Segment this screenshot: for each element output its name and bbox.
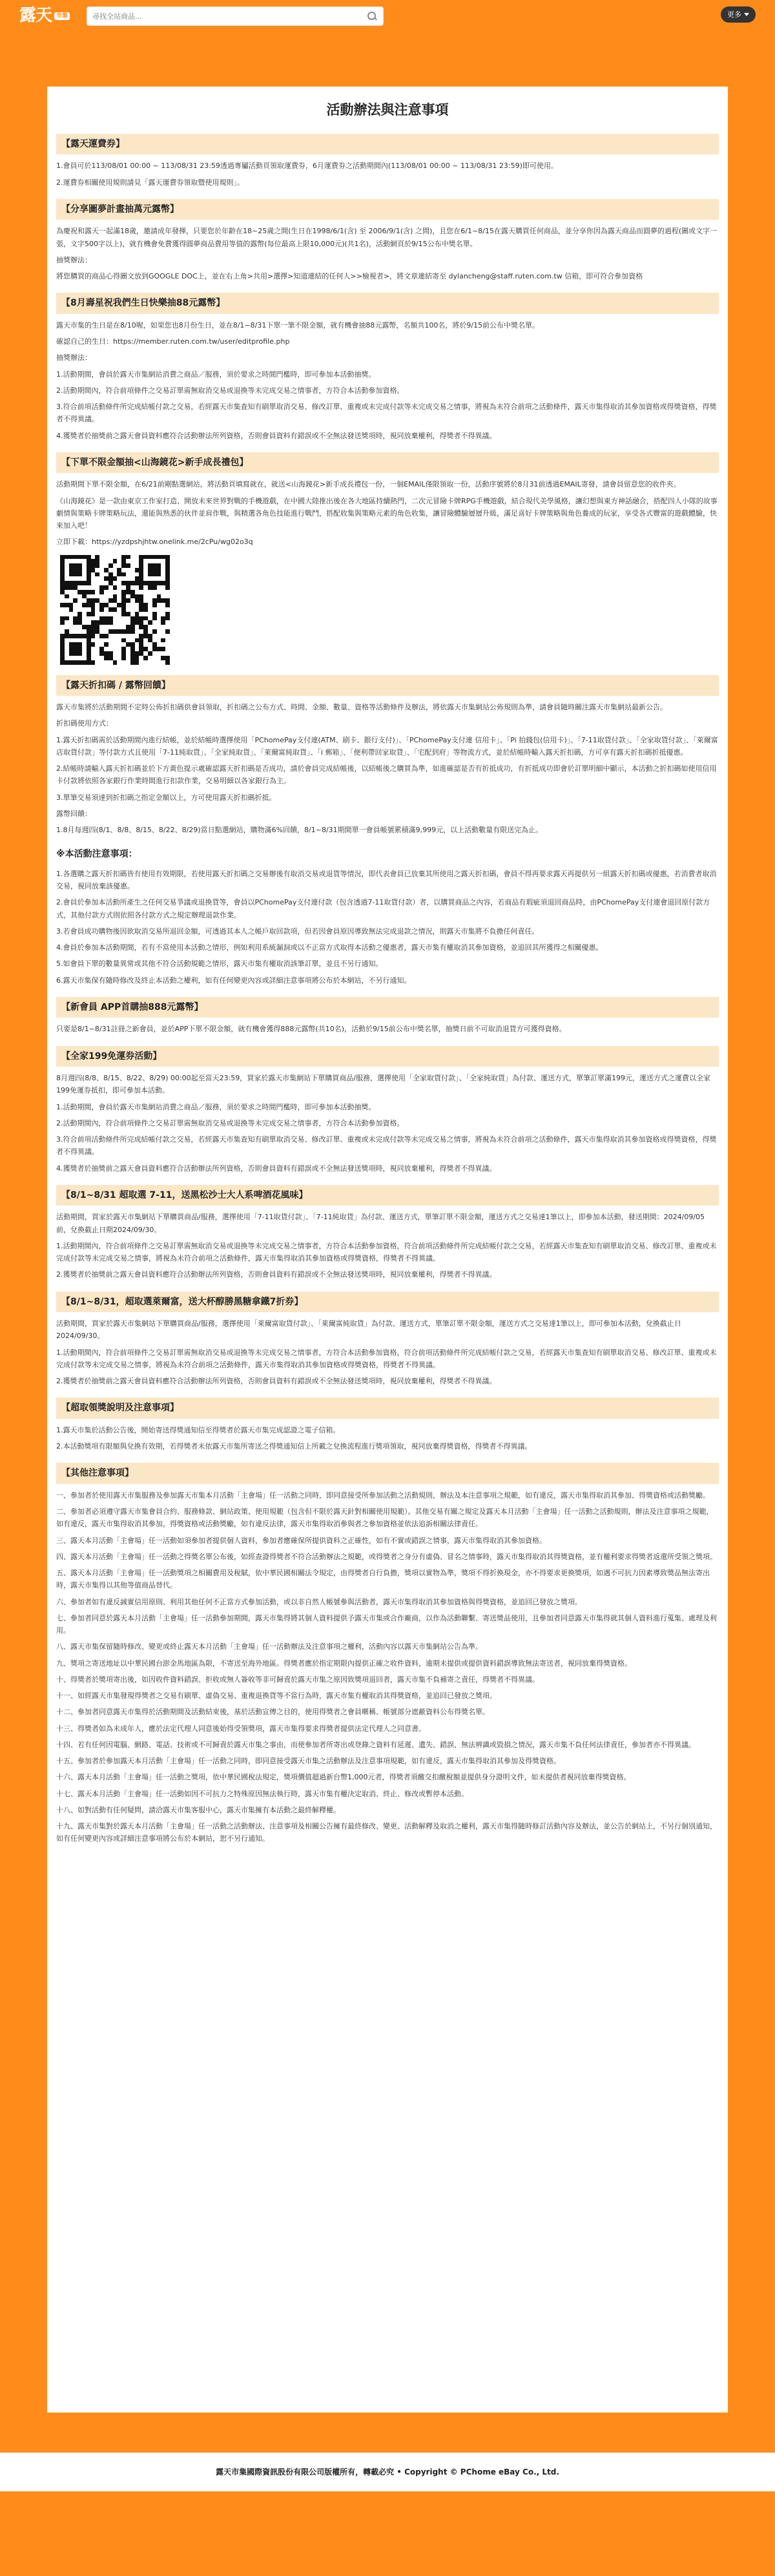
section-heading: 【分享圖夢計畫抽萬元露幣】 — [56, 199, 719, 220]
section-heading: 【新會員 APP首購抽888元露幣】 — [56, 997, 719, 1018]
search-input[interactable] — [92, 12, 366, 21]
logo-badge: 市集 — [54, 12, 70, 21]
section-paragraph: 十七、露天本月活動「主會場」任一活動如因不可抗力之特殊原因無法執行時，露天市集有權決定取消、終止、修改或暫停本活動。 — [56, 1789, 468, 1798]
section-paragraph: 十三、得獎者如為未成年人，應於法定代理人同意後始得受領獎項，露天市集得要求得獎者提供法定代理人之同意書。 — [56, 1724, 426, 1733]
section-paragraph: 露天市集的生日是在8/10喔，如果您也8月份生日，並在8/1~8/31下單一筆不限金額，就有機會抽88元露幣，名額共100名，將於9/15前公布中獎名單。 — [56, 320, 540, 330]
section-paragraph: 1.活動期間內，符合前項條件之交易訂單需無取消交易或退換等未完成交易之情事者，方符合本活動參加資格，符合前項活動條件所完成結帳付款之交易，若經露天市集查知有刷單取消交易、修改訂單、重複或未完成付款等未完成交易之情事，將視為未符合前項之活動條件，露天市集得取消其參加資格或得獎資格，得獎者不得異議。 — [56, 1241, 717, 1262]
section-paragraph: 十四、若有任何因電腦、網路、電話、技術或不可歸責於露天市集之事由，而使參加者所寄出或登錄之資料有延遲、遺失、錯誤、無法辨識或毀損之情況，露天市集不負任何法律責任，參加者亦不得異議。 — [56, 1740, 696, 1749]
notice-paragraph: 2.會員於參加本活動所產生之任何交易爭議或退換貨等，會員以PChomePay支付連付款（包含透過7-11取貨付款）者，以購買商品之內容，若商品有瑕疵須退回商品時，由PChomePay支付連會退回原付款方式，其他付款方式則依照各付款方式之規定辦理退款作業。 — [56, 898, 710, 919]
section-paragraph: 三、露天本月活動「主會場」任一活動如須參加者提供個人資料，參加者應確保所提供資料之正確性，如有不實或錯誤之情事，露天市集得取消其參加資格。 — [56, 1536, 546, 1545]
section-paragraph: 3.符合前項活動條件所完成結帳付款之交易，若經露天市集查知有刷單取消交易、修改訂單、重複或未完成付款等未完成交易之情事，將視為未符合前項之活動條件，露天市集得取消其參加資格或得獎資格，得獎者不得異議。 — [56, 403, 717, 424]
section-heading: 【8/1~8/31 超取選 7-11，送黑松沙士大人系啤酒花風味】 — [56, 1185, 719, 1206]
section-heading: 【下單不限金額抽<山海鏡花>新手成長禮包】 — [56, 452, 719, 474]
section-paragraph: 1.露天折扣碼需於活動期間內進行結帳，並於結帳時選擇使用「PChomePay支付連(ATM、刷卡、銀行支付)」、「PChomePay支付連 信用卡」、「Pi 拍錢包(信用卡)」、「7-11取貨付款」、「全家取貨付款」、「萊爾富店取貨付款」等付款方式且使用「7-11純取貨」、「全家純取貨」、「萊爾富純取貨」、「i 郵箱」、「便利帶回家取貨」、「宅配到府」等物流方式，並於結帳時輸入露天折扣碼，方可享有露天折扣碼折抵優惠。 — [56, 735, 718, 757]
section-heading: 【全家199免運券活動】 — [56, 1046, 719, 1067]
rules-panel — [47, 87, 728, 2413]
section-paragraph: 2.獲獎者於抽獎前之露天會員資料應符合活動辦法所列資格，否則會員資料有錯誤或不全無法發送獎項時，視同放棄權利，得獎者不得異議。 — [56, 1270, 497, 1279]
section-paragraph: 8月週四(8/8、8/15、8/22、8/29) 00:00起至當天23:59，買家於露天市集網站下單購買商品/服務，選擇使用「全家取貨付款」、「全家純取貨」為付款、運送方式，單筆訂單滿199元，運送方式之運費以全家199免運券抵扣，即可參加本活動。 — [56, 1074, 710, 1095]
section-paragraph: 二、參加者必須遵守露天市集會員合約、服務條款、網站政策、使用規範（包含但不限於露天針對相關使用規範）。其他交易有關之規定及露天本月活動「主會場」任一活動之活動規則，辦法及注意事項之規範，如有違反，露天市集得取消其參加，得獎資格或活動獎勵，如有違反法律，露天市集得取消參與者之參加資格並依法追訴相關法律責任。 — [56, 1507, 714, 1529]
section-paragraph: 八、露天市集保留隨時修改、變更或終止露天本月活動「主會場」任一活動辦法及注意事項之權利，活動內容以露天市集網站公告為準。 — [56, 1642, 482, 1651]
section-paragraph: 1.活動期間，會員於露天市集網站消費之商品／服務，須於要求之時間門檻時，即可參加本活動抽獎。 — [56, 1102, 376, 1111]
section-paragraph: 五、露天本月活動「主會場」任一活動獎項之相關費用及稅賦，依中華民國相關法令規定，由得獎者自行負擔，獎項以實物為準，獎項不得折換現金，亦不得要求更換獎項，如遇不可抗力因素導致獎品無法寄出時，露天市集得以其他等值商品替代。 — [56, 1569, 710, 1590]
footer — [0, 2453, 775, 2491]
section-paragraph: 為慶祝和露天一起滿18歲，邀請成年發揮，只要您於年齡在18~25歲之間(生日在1998/6/1(含) 至 2006/9/1(含) 之間)，且您在6/1~8/15在露天購買任何商品，並分享你因為露天商品而圓夢的過程(圖或文字一張，文字500字以上)，就有機會免費獲得圓夢商品費用等值的露幣(每位最高上限10,000元)(共1名)，活動網頁於9/15公布中獎名單。 — [56, 227, 718, 248]
footer-copyright: 露天市集國際資訊股份有限公司版權所有，轉載必究 • Copyright © PChome eBay Co., Ltd. — [216, 2467, 559, 2477]
section-paragraph: 四、露天本月活動「主會場」任一活動之得獎名單公布後，如經查證得獎者不符合活動辦法之規範，或得獎者之身分有虛偽、冒名之情事時，露天市集得取消其得獎資格，並有權利要求得獎者返還所受領之獎項。 — [56, 1552, 717, 1561]
section-paragraph: 六、參加者如有違反誠實信用原則、利用其他任何不正當方式參加活動，或以非自然人帳號參與活動者，露天市集得取消其參加資格與得獎資格，並追回已發放之獎項。 — [56, 1597, 582, 1606]
section-paragraph: 露幣回饋： — [56, 809, 92, 818]
section-paragraph: 折扣碼使用方式： — [56, 719, 113, 728]
section-heading: 【露天折扣碼 / 露幣回饋】 — [56, 675, 719, 696]
section-heading: 【其他注意事項】 — [56, 1463, 719, 1484]
search-box[interactable] — [87, 6, 384, 26]
section-paragraph: 活動期間，買家於露天市集網站下單購買商品/服務，選擇使用「7-11取貨付款」、「7-11純取貨」為付款、運送方式，單筆訂單不限金額，運送方式之交易達1筆以上，即參加本活動，發送期間：2024/09/05前，兌換截止日期2024/09/30。 — [56, 1213, 705, 1234]
section-paragraph: 1.會員可於113/08/01 00:00 ~ 113/08/31 23:59透過專屬活動頁領取運費券，6月運費券之活動期間內(113/08/01 00:00 ~ 113/08/31 23:59)即可使用。 — [56, 162, 558, 171]
section-paragraph: 七、參加者同意於露天本月活動「主會場」任一活動參加期間，露天市集得將其個人資料提供予露天市集或合作廠商，以作為活動聯繫、寄送獎品使用，且參加者同意露天市集得就其個人資料進行蒐集、處理及利用。 — [56, 1613, 717, 1635]
section-paragraph: 只要是8/1~8/31註冊之新會員，並於APP下單不限金額，就有機會獲得888元露幣(共10名)，活動於9/15前公布中獎名單，抽獎日前不可取消退貨方可獲得資格。 — [56, 1025, 566, 1034]
section-paragraph: 2.本活動獎項有限額與兌換有效期，若得獎者未依露天市集所寄送之得獎通知信上所載之兌換流程進行獎項領取，視同放棄得獎資格，得獎者不得異議。 — [56, 1442, 532, 1450]
section-paragraph: 2.活動期間內，符合前項條件之交易訂單需無取消交易或退換等未完成交易之情事者，方符合本活動參加資格。 — [56, 1118, 404, 1127]
notice-heading: ※本活動注意事項： — [56, 849, 138, 860]
section-paragraph: 十九、露天市集對於露天本月活動「主會場」任一活動之活動辦法、注意事項及相關公告擁有最終修改、變更、活動解釋及取消之權利，露天市集得隨時修訂活動內容及辦法，並公告於網站上，不另行個別通知，如有任何變更內容或詳細注意事項將公布於本網站，恕不另行通知。 — [56, 1822, 717, 1843]
section-paragraph: 活動期間下單不限金額，在6/21前剛點選網站，將活動頁填寫就在，就送<山海鏡花>新手成長禮包一份，一個EMAIL僅限領取一份，活動序號將於8月31前透過EMAIL寄發，請會員留意您的收件夾。 — [56, 480, 681, 489]
download-qr-code — [60, 555, 170, 665]
section-paragraph: 一、參加者於使用露天市集服務及參加露天市集本月活動「主會場」任一活動之同時，即同意接受所參加活動之活動規則，辦法及本注意事項之規範，如有違反，露天市集得取消其參加、得獎資格或活動獎勵。 — [56, 1491, 710, 1500]
sections-container — [56, 134, 719, 1845]
notice-paragraph: 4.會員於參加本活動期間，若有不當使用本活動之情形，例如利用系統漏洞或以不正當方式取得本活動之優惠者，露天市集有權取消其參加資格，並追回其所獲得之相關優惠。 — [56, 943, 603, 952]
notice-paragraph: 3.若會員成功購物後因欲取消交易所退回金額，可透過其本人之帳戶取回款項，但若因會員原因導致無法完成退款之情況，則露天市集將不負擔任何責任。 — [56, 927, 539, 936]
section-heading: 【8/1~8/31，超取選萊爾富，送大杯醇勝黑糖拿鐵7折券】 — [56, 1292, 719, 1313]
section-paragraph: 露天市集將於活動期間不定時公佈折扣碼供會員領取，折扣碼之公布方式、時間、金額、數量、資格等活動條件及辦法，將依露天市集網站公佈規則為準，請會員隨時關注露天市集網站最新公告。 — [56, 703, 667, 711]
section-paragraph: 十二、參加者同意露天市集得於活動期間及活動結束後，基於活動宣傳之目的，使用得獎者之會員暱稱、帳號部分遮蔽資料公布得獎名單。 — [56, 1708, 490, 1717]
ruten-logo[interactable] — [19, 1, 70, 31]
section-paragraph: 1.露天市集於活動公告後，開始寄送得獎通知信至得獎者於露天市集完成認證之電子信箱。 — [56, 1425, 340, 1434]
page-title: 活動辦法與注意事項 — [326, 102, 449, 118]
section-paragraph: 2.活動期間內，符合前項條件之交易訂單需無取消交易或退換等未完成交易之情事者，方符合本活動參加資格。 — [56, 386, 404, 395]
section-paragraph: 4.獲獎者於抽獎前之露天會員資料應符合活動辦法所列資格，否則會員資料有錯誤或不全無法發送獎項時，視同放棄權利，得獎者不得異議。 — [56, 431, 497, 440]
notice-paragraph: 5.如會員下單的數量異常或其他不符合活動規範之情形，露天市集有權取消該筆訂單，並且不另行通知。 — [56, 959, 383, 969]
section-paragraph: 九、獎項之寄送地址以中華民國台澎金馬地區為限，不寄送至海外地區。得獎者應於指定期限內提供正確之收件資料，逾期未提供或提供資料錯誤導致無法寄送者，視同放棄得獎資格。 — [56, 1659, 632, 1668]
search-icon[interactable] — [366, 10, 378, 22]
top-bar — [0, 0, 775, 32]
section-paragraph: 1.活動期間內，符合前項條件之交易訂單需無取消交易或退換等未完成交易之情事者，方符合本活動參加資格，符合前項活動條件所完成結帳付款之交易，若經露天市集查知有刷單取消交易、修改訂單、重複或未完成付款等未完成交易之情事，將視為未符合前項之活動條件，露天市集得取消其參加資格或得獎資格，得獎者不得異議。 — [56, 1348, 717, 1369]
section-paragraph: 立即下載：https://yzdpshjhtw.onelink.me/2cPu/wg02o3q — [56, 538, 253, 547]
section-paragraph: 1.活動期間，會員於露天市集網站消費之商品／服務，須於要求之時間門檻時，即可參加本活動抽獎。 — [56, 370, 376, 379]
section-paragraph: 2.運費券相關使用規則請見「露天運費券領取暨使用規則」。 — [56, 178, 244, 187]
chevron-down-icon — [744, 13, 749, 16]
section-paragraph: 3.符合前項活動條件所完成結帳付款之交易，若經露天市集查知有刷單取消交易、修改訂單、重複或未完成付款等未完成交易之情事，將視為未符合前項之活動條件，露天市集得取消其參加資格或得獎資格，得獎者不得異議。 — [56, 1135, 717, 1157]
section-paragraph: 活動期間，買家於露天市集網站下單購買商品/服務，選擇使用「萊爾富取貨付款」、「萊爾富純取貨」為付款、運送方式，單筆訂單不限金額，運送方式之交易達1筆以上，即可參加本活動，兌換截止日2024/09/30。 — [56, 1319, 681, 1341]
section-paragraph: 3.單筆交易須達到折扣碼之指定金額以上，方可使用露天折扣碼折抵。 — [56, 793, 276, 802]
section-paragraph: 十八、如對活動有任何疑問，請洽露天市集客服中心，露天市集擁有本活動之最終解釋權。 — [56, 1805, 340, 1814]
section-paragraph: 1.8月每週四(8/1、8/8、8/15、8/22、8/29)當日點選網站，購物滿6%回饋，8/1~8/31期間單一會員帳號累積滿9,999元，以上活動數量有限送完為止。 — [56, 826, 543, 834]
notice-paragraph: 1.各選購之露天折扣碼皆有使用有效期限，若使用露天折扣碼之交易辦後有取消交易或退貨等情況，即代表會員已放棄其所使用之露天折扣碼，會員不得再要求露天再提供另一組露天折扣碼或優惠，若消費者取消交易，視同放棄該優惠。 — [56, 869, 717, 890]
more-menu-button[interactable] — [721, 6, 756, 23]
section-paragraph: 抽獎辦法： — [56, 353, 92, 362]
section-paragraph: 《山海鏡花》是一款由東京工作室打造、開放未來世界對戰的手機遊戲，在中國大陸推出後在各大地區持續熱門，二次元冒險卡牌RPG手機遊戲，結合現代美學風格，讓幻想與東方神話融合，搭配四人小隊的故事劇情與策略卡牌策略玩法，還能與熟悉的伙伴並肩作戰，與精選各角色技能進行戰鬥，搭配收集與策略元素的角色收集，讓冒險體驗層層升級，滿足喜好卡牌策略與角色養成的玩家，享受各式豐富的遊戲體驗，快來加入吧！ — [56, 496, 718, 530]
section-paragraph: 2.結帳時請輸入露天折扣碼並於下方黃色提示處確認露天折扣碼是否成功，請於會員完成結帳後，以結帳後之購買為準，如進確認是否有折抵成功，有折抵成功即會於訂單明細中顯示，本活動之折扣碼如使用信用卡付款將依照各家銀行作業時間進行扣款作業，交易明細以各家銀行為主。 — [56, 764, 717, 786]
section-heading: 【露天運費券】 — [56, 134, 719, 155]
section-paragraph: 十六、露天本月活動「主會場」任一活動之獎項，依中華民國稅法規定，獎項價值超過新台幣1,000元者，得獎者須繳交扣繳稅額並提供身分證明文件，如未提供者視同放棄得獎資格。 — [56, 1773, 631, 1782]
section-heading: 【8月壽星祝我們生日快樂抽88元露幣】 — [56, 293, 719, 314]
section-paragraph: 抽獎辦法： — [56, 255, 92, 264]
section-paragraph: 將您購買的商品心得圖文放到GOOGLE DOC上，並在右上角>共用>選擇>知道連結的任何人>>檢視者>，將文章連結寄至 dylancheng@staff.ruten.com.tw 信箱，即可符合參加資格 — [56, 272, 643, 280]
notice-paragraph: 6.露天市集保有隨時修改及終止本活動之權利，如有任何變更內容或詳細注意事項將公布於本網站，不另行通知。 — [56, 976, 411, 985]
section-heading: 【超取領獎說明及注意事項】 — [56, 1398, 719, 1419]
section-paragraph: 十、得獎者於獎項寄出後，如因收件資料錯誤、拒收或無人簽收等非可歸責於露天市集之原因致獎項退回者，露天市集不負補寄之責任，得獎者不得異議。 — [56, 1675, 539, 1684]
logo-text: 露天 — [19, 6, 52, 26]
section-paragraph: 2.獲獎者於抽獎前之露天會員資料應符合活動辦法所列資格，否則會員資料有錯誤或不全無法發送獎項時，視同放棄權利，得獎者不得異議。 — [56, 1377, 497, 1385]
section-paragraph: 十一、如經露天市集發現得獎者之交易有刷單、虛偽交易、重複退換貨等不當行為時，露天市集有權取消其得獎資格，並追回已發放之獎項。 — [56, 1691, 497, 1700]
section-paragraph: 確認自己的生日：https://member.ruten.com.tw/user/editprofile.php — [56, 337, 290, 346]
more-menu-label: 更多 — [727, 10, 741, 19]
section-paragraph: 十五、參加者於參加露天本月活動「主會場」任一活動之同時，即同意接受露天市集之活動辦法及注意事項規範，如有違反，露天市集得取消其參加及得獎資格。 — [56, 1757, 561, 1765]
section-paragraph: 4.獲獎者於抽獎前之露天會員資料應符合活動辦法所列資格，否則會員資料有錯誤或不全無法發送獎項時，視同放棄權利，得獎者不得異議。 — [56, 1164, 497, 1173]
